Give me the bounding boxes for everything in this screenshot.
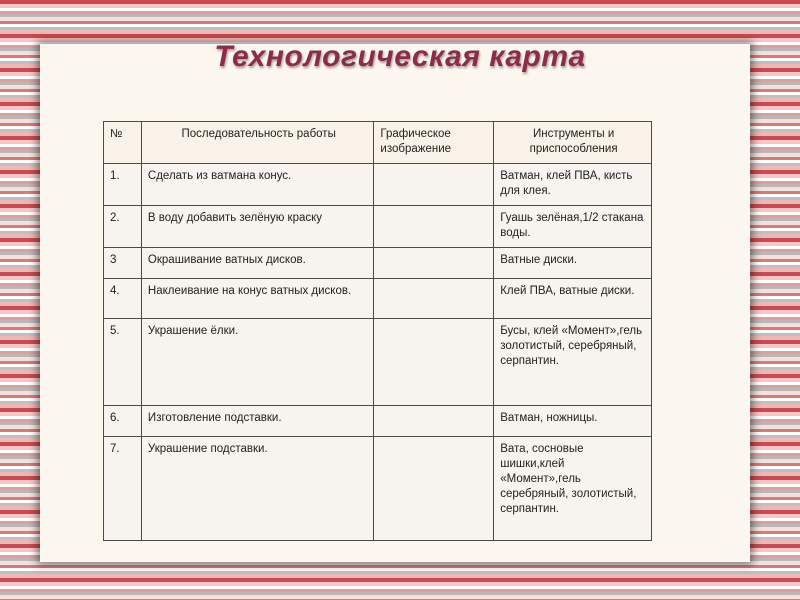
table-row <box>104 319 652 406</box>
row-tools: Ватные диски. <box>494 248 652 279</box>
row-num: 4. <box>104 279 142 319</box>
header-tools: Инструменты и приспособления <box>494 122 652 164</box>
table-header-row <box>104 122 652 164</box>
tech-card-table <box>103 121 652 541</box>
row-step: Изготовление подставки. <box>141 406 374 437</box>
row-step: В воду добавить зелёную краску <box>141 206 374 248</box>
table-row <box>104 279 652 319</box>
table-row <box>104 164 652 206</box>
table-row <box>104 206 652 248</box>
table-row <box>104 437 652 541</box>
row-step: Украшение подставки. <box>141 437 374 541</box>
row-step: Сделать из ватмана конус. <box>141 164 374 206</box>
row-step: Окрашивание ватных дисков. <box>141 248 374 279</box>
row-num: 2. <box>104 206 142 248</box>
row-tools: Вата, сосновые шишки,клей «Момент»,гель серебряный, золотистый, серпантин. <box>494 437 652 541</box>
row-graphic <box>374 248 494 279</box>
table-row <box>104 406 652 437</box>
row-step: Наклеивание на конус ватных дисков. <box>141 279 374 319</box>
row-graphic <box>374 437 494 541</box>
row-graphic <box>374 406 494 437</box>
table-row <box>104 248 652 279</box>
row-num: 5. <box>104 319 142 406</box>
row-tools: Клей ПВА, ватные диски. <box>494 279 652 319</box>
row-graphic <box>374 206 494 248</box>
row-num: 7. <box>104 437 142 541</box>
row-num: 1. <box>104 164 142 206</box>
row-graphic <box>374 319 494 406</box>
header-sequence: Последовательность работы <box>141 122 374 164</box>
header-num: № <box>104 122 142 164</box>
row-num: 3 <box>104 248 142 279</box>
row-num: 6. <box>104 406 142 437</box>
row-step: Украшение ёлки. <box>141 319 374 406</box>
row-graphic <box>374 164 494 206</box>
header-graphic: Графическое изображение <box>374 122 494 164</box>
row-graphic <box>374 279 494 319</box>
row-tools: Ватман, клей ПВА, кисть для клея. <box>494 164 652 206</box>
row-tools: Гуашь зелёная,1/2 стакана воды. <box>494 206 652 248</box>
row-tools: Ватман, ножницы. <box>494 406 652 437</box>
row-tools: Бусы, клей «Момент»,гель золотистый, серебряный, серпантин. <box>494 319 652 406</box>
page-title: Технологическая карта <box>214 40 586 73</box>
